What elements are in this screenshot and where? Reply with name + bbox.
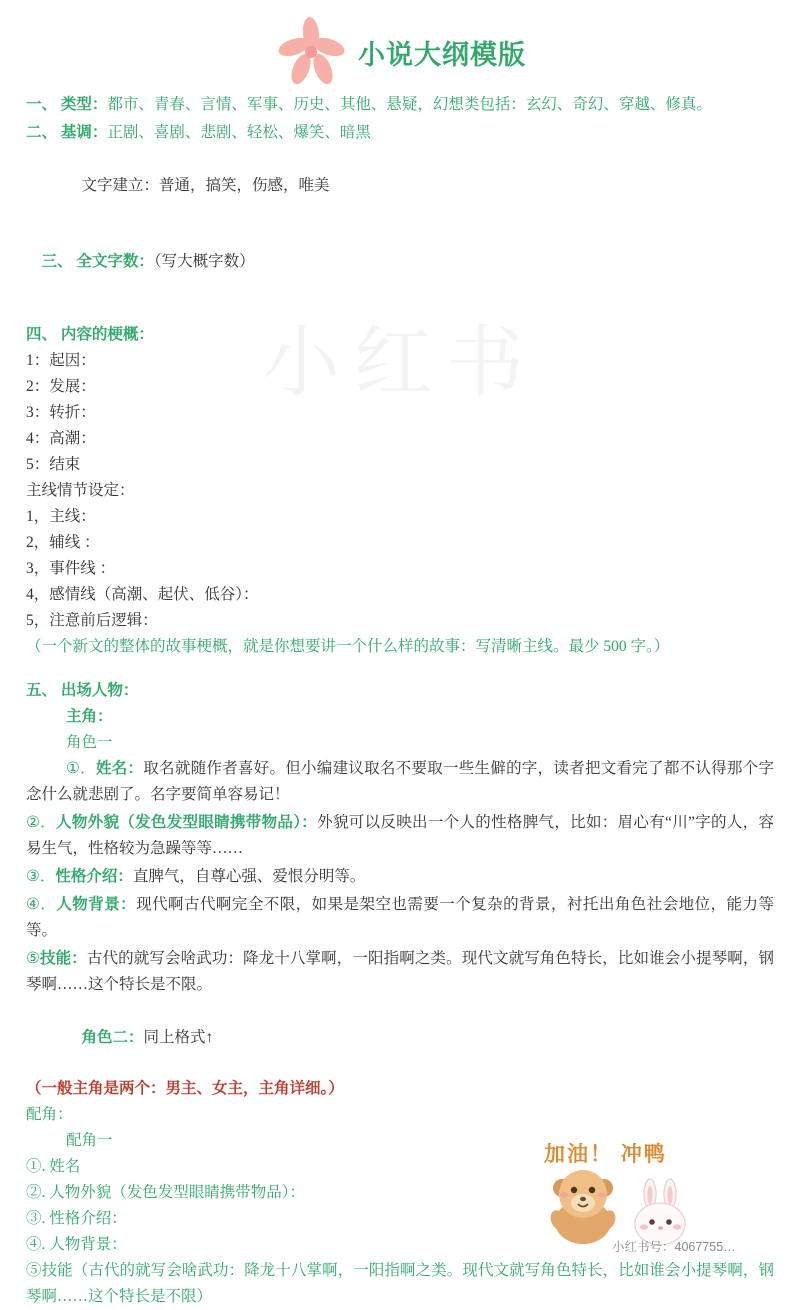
mainline-item-1: 1，主线： <box>26 508 96 525</box>
role-one-label: 角色一 <box>66 734 113 751</box>
supporting-item-personality: ③. 性格介绍： <box>26 1210 127 1227</box>
section-tone-label: 二、 基调： <box>26 124 108 141</box>
supporting-item-skill: ⑤技能（古代的就写会啥武功：降龙十八掌啊，一阳指啊之类。现代文就写角色特长，比如谁会小提琴啊，钢琴啊……这个特长是不限） <box>26 1262 774 1305</box>
supporting-item-name: ①. 姓名 <box>26 1158 81 1175</box>
role-one-item-appearance-text: 外貌可以反映出一个人的性格脾气，比如：眉心有“川”字的人，容易生气，性格较为急躁等等…… <box>26 814 774 857</box>
protagonist-label: 主角： <box>66 708 113 725</box>
title-row <box>26 14 774 90</box>
mainline-item-5: 5，注意前后逻辑： <box>26 612 158 629</box>
role-one-item-personality <box>26 864 774 890</box>
section-wordcount-label: 三、 全文字数： <box>41 253 154 270</box>
role-one-item-background-num: ④． <box>26 896 57 913</box>
mainline-heading: 主线情节设定： <box>26 482 135 499</box>
section-type-label: 一、 类型： <box>26 96 108 113</box>
supporting-item-background: ④. 人物背景： <box>26 1236 127 1253</box>
page-title: 小说大纲模版 <box>358 39 526 70</box>
outline-item-2: 2：发展： <box>26 378 96 395</box>
role-two-note: 同上格式↑ <box>143 1029 214 1046</box>
role-two-label: 角色二： <box>81 1029 144 1046</box>
role-one-item-background-label: 人物背景： <box>56 896 137 913</box>
section-tone-body: 正剧、喜剧、悲剧、轻松、爆笑、暗黑 <box>107 124 371 141</box>
supporting-item-appearance: ②. 人物外貌（发色发型眼睛携带物品）： <box>26 1184 306 1201</box>
section-text-style <box>26 148 774 223</box>
section-wordcount <box>26 224 774 299</box>
role-one-item-skill <box>26 946 774 998</box>
outline-item-5: 5：结束 <box>26 456 81 473</box>
section-type <box>26 92 774 118</box>
role-one-item-name-text: 取名就随作者喜好。但小编建议取名不要取一些生僻的字，读者把文看完了都不认得那个字念什么就悲剧了。名字要简单容易记！ <box>26 760 774 803</box>
outline-item-1: 1：起因： <box>26 352 96 369</box>
mainline-item-3: 3，事件线 ： <box>26 560 116 577</box>
section-text-style-body: 普通，搞笑，伤感，唯美 <box>159 177 330 194</box>
role-one-item-background <box>26 892 774 944</box>
section-wordcount-body: （写大概字数） <box>153 253 255 270</box>
mainline-item-2: 2，辅线 ： <box>26 534 100 551</box>
supporting-label: 配角： <box>26 1106 73 1123</box>
role-one-item-skill-label: 技能： <box>40 950 87 967</box>
protagonist-tip: （一般主角是两个：男主、女主，主角详细。） <box>26 1080 344 1097</box>
footer-credit: 小红书号：4067755… <box>612 1240 736 1254</box>
role-one-item-appearance-label: 人物外貌（发色发型眼睛携带物品）： <box>56 814 318 831</box>
role-one-item-skill-text: 古代的就写会啥武功：降龙十八掌啊，一阳指啊之类。现代文就写角色特长，比如谁会小提琴啊，钢琴啊……这个特长是不限。 <box>26 950 774 993</box>
outline-item-4: 4：高潮： <box>26 430 96 447</box>
mainline-item-4: 4，感情线（高潮、起伏、低谷）： <box>26 586 259 603</box>
section-text-style-label: 文字建立： <box>81 177 160 194</box>
bear-sticker-icon <box>540 1162 626 1246</box>
role-one-item-name-num: ①． <box>66 760 96 777</box>
outline-item-3: 3：转折： <box>26 404 96 421</box>
supporting-one-label: 配角一 <box>66 1132 113 1149</box>
role-one-item-appearance-num: ②． <box>26 814 57 831</box>
role-one-item-appearance <box>26 810 774 862</box>
section-tone <box>26 120 774 146</box>
section-content-outline: 四、 内容的梗概： <box>26 326 154 343</box>
top-notch <box>570 0 800 12</box>
section-type-body: 都市、青春、言情、军事、历史、其他、悬疑，幻想类包括：玄幻、奇幻、穿越、修真。 <box>107 96 712 113</box>
role-one-item-name <box>26 756 774 808</box>
flower-icon <box>274 17 348 87</box>
role-one-item-background-text: 现代啊古代啊完全不限，如果是架空也需要一个复杂的背景，衬托出角色社会地位，能力等等。 <box>26 896 774 939</box>
role-one-item-name-label: 姓名： <box>95 760 144 777</box>
role-one-item-personality-label: 性格介绍： <box>55 868 133 885</box>
role-two-row <box>26 1000 774 1075</box>
role-one-item-personality-text: 直脾气，自尊心强、爱恨分明等。 <box>132 868 366 885</box>
sticker-area <box>532 1134 792 1252</box>
role-one-item-personality-num: ③． <box>26 868 56 885</box>
mainline-note: （一个新文的整体的故事梗概，就是你想要讲一个什么样的故事：写清晰主线。最少 500 字。） <box>26 638 670 655</box>
cheer-sticker-text: 加油！ 冲鸭 <box>544 1143 667 1166</box>
section-characters-heading: 五、 出场人物： <box>26 682 139 699</box>
role-one-item-skill-num: ⑤ <box>26 950 41 967</box>
